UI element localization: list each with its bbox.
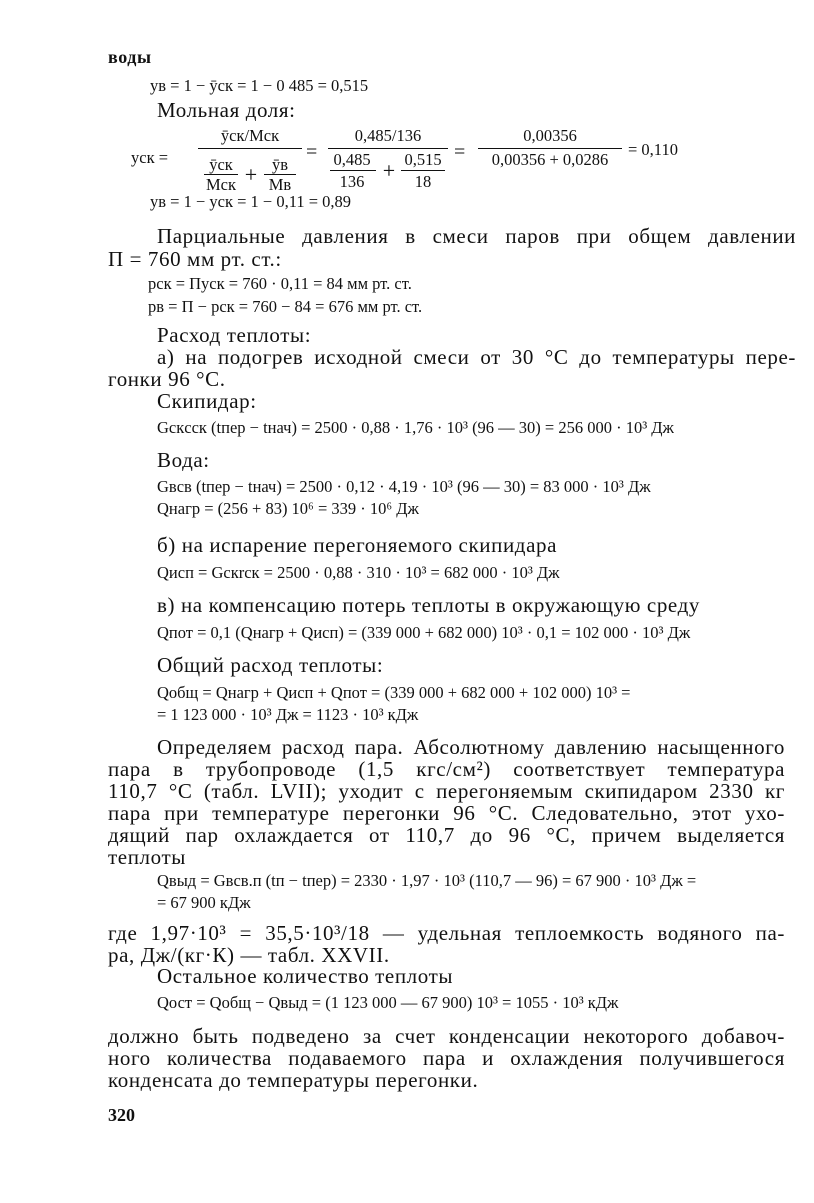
final-paragraph-line-2: ного количества подаваемого пара и охлаждения получившегося <box>108 1046 785 1070</box>
equals-a: = <box>306 141 318 163</box>
frac1-den-plus: + <box>244 162 258 187</box>
equation-y-v-mol: yв = 1 − yск = 1 − 0,11 = 0,89 <box>150 192 352 211</box>
item-c-heading: в) на компенсацию потерь теплоты в окружающую среду <box>157 593 700 617</box>
where-line-2: ра, Дж/(кг·К) — табл. XXVII. <box>108 943 390 967</box>
steam-paragraph-line-6: теплоты <box>108 845 186 869</box>
frac2-numerator: 0,485/136 <box>354 126 422 145</box>
frac1-den-b-den: Mв <box>268 175 292 194</box>
equation-q-evaporation: Qисп = Gскrск = 2500 · 0,88 · 310 · 10³ = 682 000 · 10³ Дж <box>157 563 560 582</box>
steam-paragraph-line-5: дящий пар охлаждается от 110,7 до 96 °С, причем выделяется <box>108 823 785 847</box>
frac3-numerator: 0,00356 <box>523 126 577 145</box>
item-a-line-2: гонки 96 °С. <box>108 367 226 391</box>
frac1-den-a-den: Mск <box>205 175 236 194</box>
item-b-heading: б) на испарение перегоняемого скипидара <box>157 533 558 557</box>
frac2-den-b-den: 18 <box>414 172 432 191</box>
equation-water-heat: Gвcв (tпер − tнач) = 2500 · 0,12 · 4,19 · 10³ (96 — 30) = 83 000 · 10³ Дж <box>157 477 651 496</box>
total-heat-heading: Общий расход теплоты: <box>157 653 384 677</box>
item-a-line-1: а) на подогрев исходной смеси от 30 °С до температуры пере- <box>157 345 796 369</box>
where-line-1: где 1,97·10³ = 35,5·10³/18 — удельная теплоемкость водяного па- <box>108 921 785 945</box>
frac2-den-a-num: 0,485 <box>333 150 371 169</box>
heat-consumption-heading: Расход теплоты: <box>157 323 312 347</box>
frac2-den-b-num: 0,515 <box>404 150 442 169</box>
equation-q-losses: Qпот = 0,1 (Qнагр + Qисп) = (339 000 + 682 000) 10³ · 0,1 = 102 000 · 10³ Дж <box>157 623 691 642</box>
water-heading: Вода: <box>157 448 210 472</box>
frac3-bar <box>478 148 622 149</box>
frac2-den-b-bar <box>401 170 445 171</box>
equation-p-sk: pск = Пyск = 760 · 0,11 = 84 мм рт. ст. <box>148 274 412 293</box>
frac1-den-a-num: ȳск <box>209 155 233 174</box>
frac2-den-plus: + <box>382 158 396 183</box>
turpentine-heading: Скипидар: <box>157 389 257 413</box>
frac2-den-a-den: 136 <box>339 172 365 191</box>
partial-pressures-line-2: П = 760 мм рт. ст.: <box>108 247 282 271</box>
steam-paragraph-line-4: пара при температуре перегонки 96 °С. Следовательно, этот ухо- <box>108 801 785 825</box>
y-sk-lhs: yск = <box>131 148 169 167</box>
mol-fraction-heading: Мольная доля: <box>157 98 296 122</box>
frac1-den-b-num: ȳв <box>271 155 289 174</box>
page-number: 320 <box>108 1105 135 1125</box>
equation-y-v-mass: yв = 1 − ȳск = 1 − 0 485 = 0,515 <box>150 76 369 95</box>
equation-q-total-line-1: Qобщ = Qнагр + Qисп + Qпот = (339 000 + 682 000 + 102 000) 10³ = <box>157 683 631 702</box>
equation-q-heating: Qнагр = (256 + 83) 10⁶ = 339 · 10⁶ Дж <box>157 499 419 518</box>
frac2-den-a-bar <box>330 170 376 171</box>
steam-paragraph-line-1: Определяем расход пара. Абсолютному давлению насыщенного <box>157 735 785 759</box>
steam-paragraph-line-3: 110,7 °С (табл. LVII); уходит с перегоняемым скипидаром 2330 кг <box>108 779 785 803</box>
final-paragraph-line-1: должно быть подведено за счет конденсации некоторого добавоч- <box>108 1024 785 1048</box>
equation-p-v: pв = П − pск = 760 − 84 = 676 мм рт. ст. <box>148 297 423 316</box>
remaining-heat-heading: Остальное количество теплоты <box>157 964 454 988</box>
frac3-result: = 0,110 <box>628 140 678 159</box>
equation-turpentine-heat: Gскcск (tпер − tнач) = 2500 · 0,88 · 1,76 · 10³ (96 — 30) = 256 000 · 10³ Дж <box>157 418 674 437</box>
partial-pressures-line-1: Парциальные давления в смеси паров при общем давлении <box>157 224 796 248</box>
equation-q-remaining: Qост = Qобщ − Qвыд = (1 123 000 — 67 900) 10³ = 1055 · 10³ кДж <box>157 993 619 1012</box>
steam-paragraph-line-2: пара в трубопроводе (1,5 кгс/см²) соответствует температура <box>108 757 785 781</box>
frac3-denominator: 0,00356 + 0,0286 <box>491 150 609 169</box>
equation-q-total-line-2: = 1 123 000 · 10³ Дж = 1123 · 10³ кДж <box>157 705 419 724</box>
frac2-bar <box>328 148 448 149</box>
frac1-bar <box>198 148 302 149</box>
equation-q-released-line-2: = 67 900 кДж <box>157 893 251 912</box>
head-word: воды <box>108 47 152 67</box>
equals-b: = <box>454 141 466 163</box>
frac1-numerator: ȳск/Mск <box>220 126 280 145</box>
equation-q-released-line-1: Qвыд = Gвcв.п (tп − tпер) = 2330 · 1,97 · 10³ (110,7 — 96) = 67 900 · 10³ Дж = <box>157 871 697 890</box>
final-paragraph-line-3: конденсата до температуры перегонки. <box>108 1068 479 1092</box>
